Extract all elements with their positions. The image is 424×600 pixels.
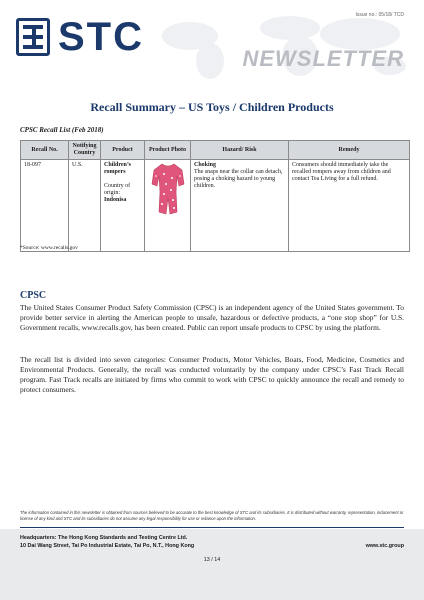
recall-table bbox=[20, 140, 410, 252]
footer-divider bbox=[20, 527, 404, 528]
recall-list-title: CPSC Recall List (Feb 2018) bbox=[20, 126, 104, 134]
cell-remedy: Consumers should immediately take the recalled rompers away from children and contact Tea Living for a full refund. bbox=[289, 160, 410, 252]
newsletter-header bbox=[0, 0, 424, 88]
source-note: *Source: www.recalls.gov bbox=[20, 245, 78, 251]
header-notifying-country: Notifying Country bbox=[69, 141, 101, 160]
table-row bbox=[21, 160, 410, 252]
cell-recall-no: 18-097 bbox=[21, 160, 69, 252]
cpsc-paragraph-1: The United States Consumer Product Safety Commission (CPSC) is an independent agency of the United States government. To provide better service in alerting the American people to unsafe, hazardous or defective products, a “one stop shop” for U.S. Government recalls, www.recalls.gov, has been created. Public can report unsafe products to CPSC by using the platform. bbox=[20, 303, 404, 332]
origin-label: Country of origin: bbox=[104, 183, 131, 196]
stc-logo-mark bbox=[16, 18, 50, 56]
page-title: Recall Summary – US Toys / Children Products bbox=[90, 100, 334, 114]
stc-logo bbox=[16, 15, 144, 59]
cell-product-photo bbox=[145, 160, 191, 252]
hazard-title: Choking bbox=[194, 162, 217, 168]
cpsc-paragraph-2: The recall list is divided into seven categories: Consumer Products, Motor Vehicles, Boats, Food, Medicine, Cosmetics and Environmental Products. Generally, the recall was conducted voluntarily by the company under CPSC’s Fast Track Recall program. Fast Track recalls are initiated by firms who commit to work with CPSC to quickly announce the recall and remedy to protect consumers. bbox=[20, 355, 404, 394]
stc-logo-text: STC bbox=[58, 15, 144, 59]
newsletter-label: NEWSLETTER bbox=[242, 46, 404, 71]
header-recall-no: Recall No. bbox=[21, 141, 69, 160]
cell-hazard bbox=[191, 160, 289, 252]
website-link[interactable]: www.stc.group bbox=[365, 543, 404, 549]
disclaimer: The information contained in this newsletter is obtained from sources believed to be accurate to the best knowledge of STC and its subsidiaries. It is distributed without warranty, representation, inducement or license of any kind and STC and its subsidiaries do not assume any legal responsibility for use or reliance upon the information. bbox=[20, 510, 404, 521]
pink-romper-icon bbox=[150, 162, 186, 218]
origin-country: Indonisa bbox=[104, 197, 127, 203]
table-header-row bbox=[21, 141, 410, 160]
issue-number: Issue no.: 05/18/ TCD bbox=[355, 12, 404, 18]
cell-product bbox=[101, 160, 145, 252]
header-remedy: Remedy bbox=[289, 141, 410, 160]
product-name: Children’s rompers bbox=[104, 162, 132, 175]
hazard-text: The snaps near the collar can detach, posing a choking hazard to young children. bbox=[194, 169, 283, 189]
header-hazard-risk: Hazard/ Risk bbox=[191, 141, 289, 160]
cell-country: U.S. bbox=[69, 160, 101, 252]
page-number: 13 / 14 bbox=[203, 557, 221, 563]
cpsc-heading: CPSC bbox=[20, 290, 47, 301]
header-product: Product bbox=[101, 141, 145, 160]
header-product-photo: Product Photo bbox=[145, 141, 191, 160]
headquarters-name: Headquarters: The Hong Kong Standards and Testing Centre Ltd. bbox=[20, 535, 188, 541]
headquarters-address: 10 Dai Wang Street, Tai Po Industrial Estate, Tai Po, N.T., Hong Kong bbox=[20, 543, 195, 549]
